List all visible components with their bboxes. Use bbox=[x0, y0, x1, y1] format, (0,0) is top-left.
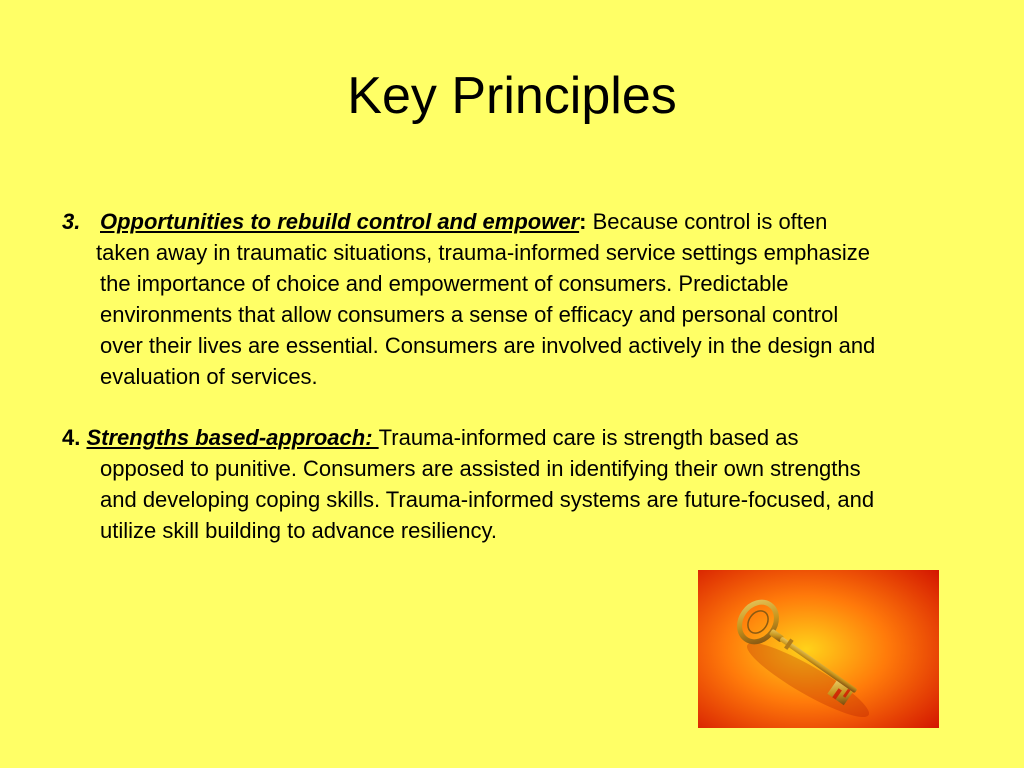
principle-4-line-1 bbox=[62, 422, 1014, 453]
key-image bbox=[698, 570, 939, 728]
principle-4-text: Trauma-informed care is strength based as bbox=[378, 425, 799, 450]
principle-3-line-1 bbox=[62, 206, 1014, 237]
principle-4-number: 4. bbox=[62, 425, 81, 450]
principle-4-line-4: utilize skill building to advance resiliency. bbox=[100, 518, 498, 543]
key-icon bbox=[698, 570, 939, 728]
principle-3-separator: : bbox=[579, 209, 587, 234]
principle-4-line-2: opposed to punitive. Consumers are assisted in identifying their own strengths bbox=[100, 456, 861, 481]
principle-3-text: Because control is often bbox=[592, 209, 828, 234]
principle-3-line-3: the importance of choice and empowerment of consumers. Predictable bbox=[100, 271, 789, 296]
principle-3-heading: Opportunities to rebuild control and empower bbox=[100, 209, 580, 234]
principle-3-line-5: over their lives are essential. Consumers are involved actively in the design and bbox=[100, 333, 876, 358]
principle-4-line-3: and developing coping skills. Trauma-informed systems are future-focused, and bbox=[100, 487, 875, 512]
principle-3-number: 3. bbox=[62, 209, 81, 234]
principle-4 bbox=[62, 422, 1014, 546]
principle-3-line-2: taken away in traumatic situations, trauma-informed service settings emphasize bbox=[96, 240, 871, 265]
principle-3-line-6: evaluation of services. bbox=[100, 364, 318, 389]
slide-title: Key Principles bbox=[347, 67, 677, 125]
principle-3-line-4: environments that allow consumers a sense of efficacy and personal control bbox=[100, 302, 839, 327]
principle-4-heading: Strengths based-approach: bbox=[86, 425, 379, 450]
principle-3 bbox=[62, 206, 1014, 392]
